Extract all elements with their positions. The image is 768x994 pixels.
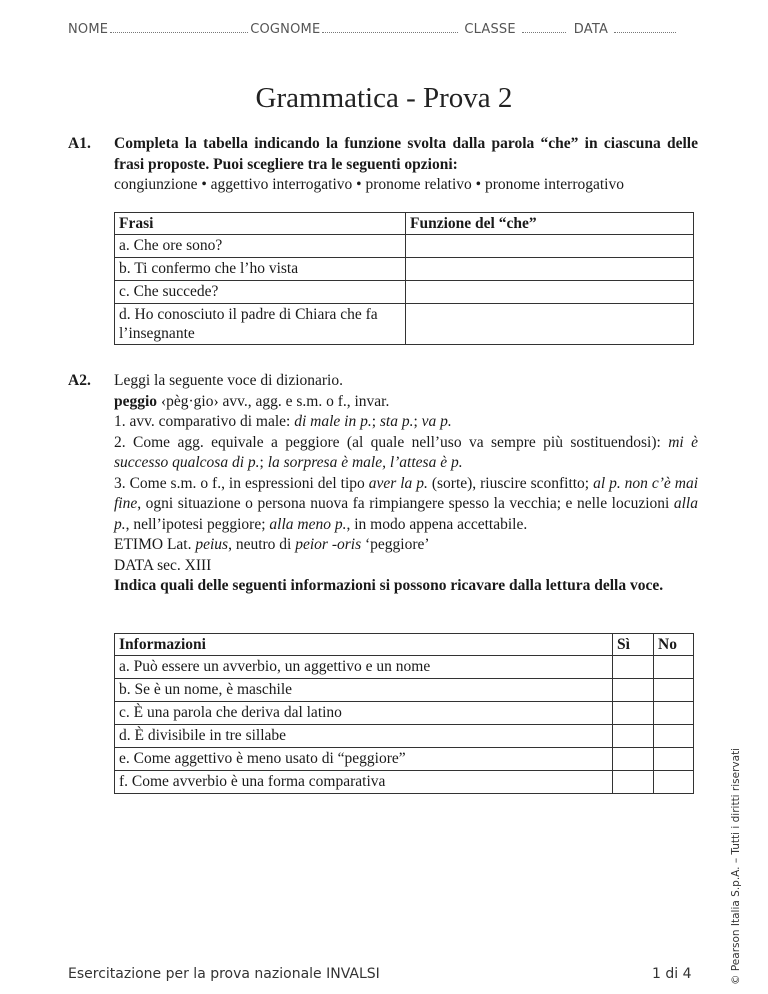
answer-cell[interactable] [406,304,694,345]
info-cell: c. È una parola che deriva dal latino [115,702,613,725]
yes-cell[interactable] [613,725,654,748]
dictionary-headword-line [114,392,698,413]
data-blank[interactable] [614,23,676,33]
no-cell[interactable] [654,748,694,771]
table-row [115,679,694,702]
exercise-instruction: Completa la tabella indicando la funzione svolta dalla parola “che” in ciascuna delle frasi proposte. Puoi scegliere tra le seguenti opzioni: [114,135,698,173]
page-number: 1 di 4 [652,966,692,982]
classe-blank[interactable] [522,23,566,33]
exercise-question: Indica quali delle seguenti informazioni si possono ricavare dalla lettura della voce. [114,577,664,594]
table-row [115,702,694,725]
yes-cell[interactable] [613,679,654,702]
yes-cell[interactable] [613,656,654,679]
sentence-cell: a. Che ore sono? [115,235,406,258]
no-cell[interactable] [654,656,694,679]
answer-cell[interactable] [406,258,694,281]
dating: DATA sec. XIII [114,556,212,574]
table-row [115,235,694,258]
dictionary-headword: peggio [114,392,158,410]
sentence-cell: b. Ti confermo che l’ho vista [115,258,406,281]
table-row [115,748,694,771]
sentence-cell: d. Ho conosciuto il padre di Chiara che fa l’insegnante [115,304,406,345]
table-header: Sì [613,634,654,656]
data-label: DATA [573,22,609,37]
exercise-a2 [68,371,698,597]
no-cell[interactable] [654,702,694,725]
info-cell: d. È divisibile in tre sillabe [115,725,613,748]
exercise-options: congiunzione • aggettivo interrogativo • pronome relativo • pronome interrogativo [114,176,624,193]
definition-2: 2. Come agg. equivale a peggiore (al quale nell’uso va sempre più sostituendosi): mi è successo qualcosa di p.; la sorpresa è male, l’attesa è p. [114,433,698,471]
no-cell[interactable] [654,679,694,702]
sentence-cell: c. Che succede? [115,281,406,304]
exercise-number: A1. [68,135,91,152]
page-title: Grammatica - Prova 2 [255,82,513,114]
yes-cell[interactable] [613,771,654,794]
nome-blank[interactable] [110,23,248,33]
table-header-row [115,213,694,235]
classe-label: CLASSE [464,22,516,37]
yes-cell[interactable] [613,702,654,725]
yes-cell[interactable] [613,748,654,771]
che-function-table [114,212,694,345]
exercise-number: A2. [68,372,91,389]
table-row [115,304,694,345]
table-header: No [654,634,694,656]
no-cell[interactable] [654,725,694,748]
table-header: Funzione del “che” [406,213,694,235]
definition-1: 1. avv. comparativo di male: di male in p.; sta p.; va p. [114,413,452,430]
table-header: Informazioni [115,634,613,656]
table-row [115,771,694,794]
info-cell: a. Può essere un avverbio, un aggettivo e un nome [115,656,613,679]
info-cell: f. Come avverbio è una forma comparativa [115,771,613,794]
table-row [115,258,694,281]
footer-title: Esercitazione per la prova nazionale INVALSI [68,966,380,982]
answer-cell[interactable] [406,235,694,258]
information-table [114,633,694,794]
table-row [115,281,694,304]
etymology: ETIMO Lat. peius, neutro di peior -oris ‘peggiore’ [114,536,430,553]
info-cell: b. Se è un nome, è maschile [115,679,613,702]
table-row [115,656,694,679]
student-info-header [68,22,708,37]
definition-3: 3. Come s.m. o f., in espressioni del tipo aver la p. (sorte), riuscire sconfitto; al p. non c’è mai fine, ogni situazione o persona nuova fa rimpiangere spesso la vecchia; e nelle locuzioni alla p., nell’ipotesi peggiore; alla meno p., in modo appena accettabile. [114,474,699,533]
info-cell: e. Come aggettivo è meno usato di “peggiore” [115,748,613,771]
nome-label: NOME [68,22,109,37]
table-header-row [115,634,694,656]
cognome-blank[interactable] [322,23,458,33]
table-row [115,725,694,748]
dictionary-pronunciation: ‹pèg·gio› avv., agg. e s.m. o f., invar. [157,392,390,410]
exercise-intro: Leggi la seguente voce di dizionario. [114,372,343,389]
copyright-notice: © Pearson Italia S.p.A. – Tutti i diritti riservati [730,747,742,985]
cognome-label: COGNOME [250,22,321,37]
exercise-a1 [68,134,698,196]
answer-cell[interactable] [406,281,694,304]
table-header: Frasi [115,213,406,235]
no-cell[interactable] [654,771,694,794]
